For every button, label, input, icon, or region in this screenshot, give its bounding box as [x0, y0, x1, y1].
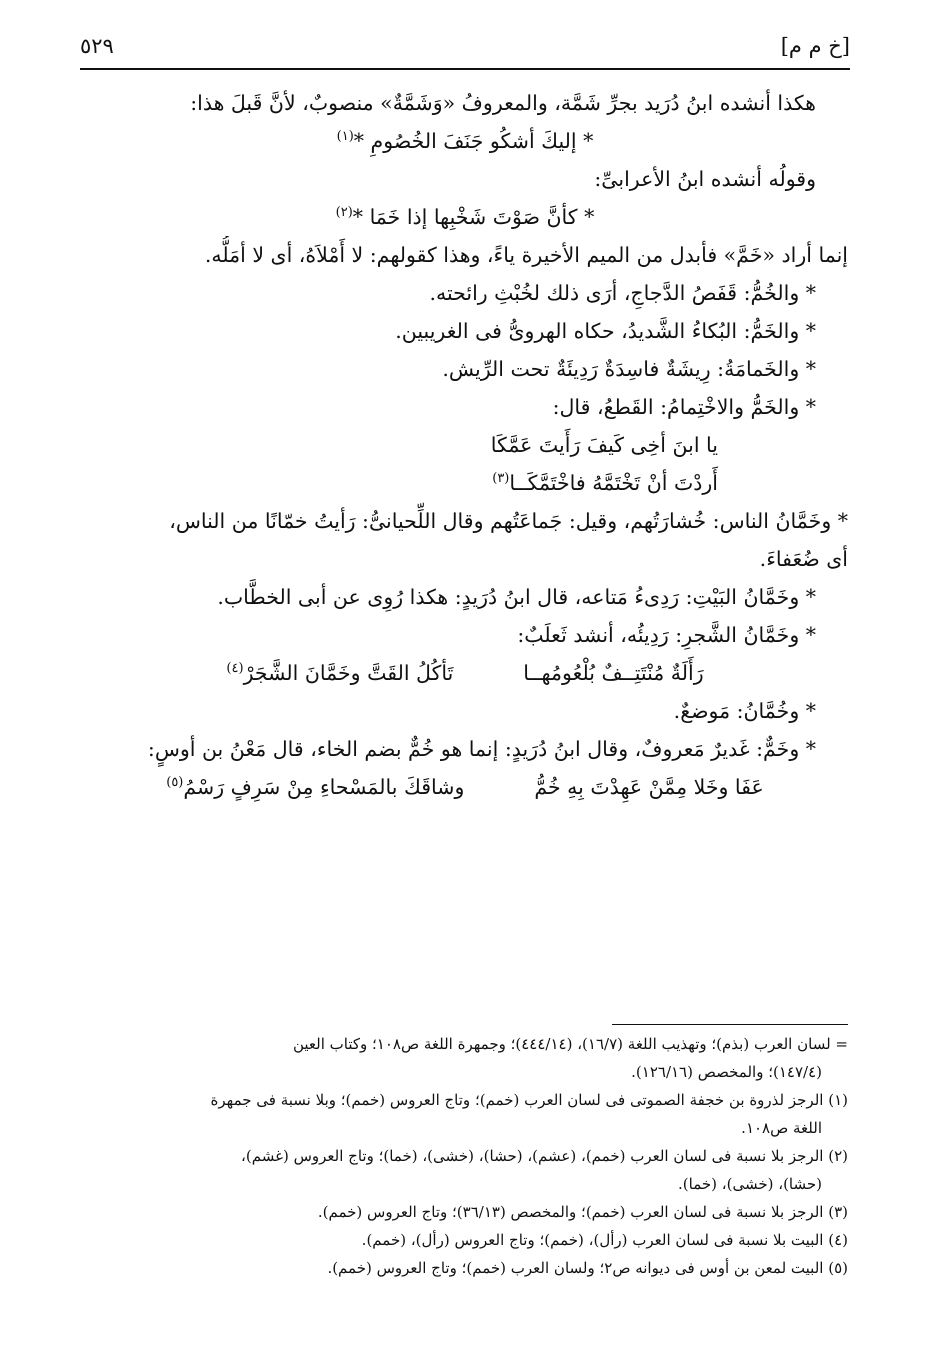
footnote-line: (١٤٧/٤)؛ والمخصص (١٢٦/١٦). [631, 1063, 822, 1081]
verse-couplet [82, 654, 848, 692]
text-line: وقولُه أنشده ابنُ الأعرابىِّ: [594, 167, 816, 191]
verse-hemistich-first: رَأَلَةٌ مُنْتَتِــفٌ بُلْعُومُهــا [523, 661, 704, 685]
verse-hemistich-second: تَأكُلُ القَتَّ وخَمَّانَ الشَّجَرْ$^{(٤)}$ [226, 661, 454, 685]
entry-line: * والخُمُّ: قَفَصُ الدَّجاجِ، أرَى ذلك لخُبْثِ رائحته. [429, 281, 816, 305]
footnote-marker: (٣) [492, 471, 510, 487]
page-header [80, 30, 850, 64]
text-line: إنما أراد «خَمَّ» فأبدل من الميم الأخيرة ياءً، وهذا كقولهم: لا أَمْلاَهُ، أى لا أمَلُّه. [204, 243, 848, 267]
verse-line: * إليكَ أشكُو جَنَفَ الخُصُومِ *$^{(١)}$ [336, 129, 594, 153]
main-text [82, 84, 848, 806]
footnote-line: (٥) البيت لمعن بن أوس فى ديوانه ص٢؛ ولسان العرب (خمم)؛ وتاج العروس (خمم). [327, 1259, 848, 1277]
footnote-line: = لسان العرب (بذم)؛ وتهذيب اللغة (١٦/٧)، (٤٤٤/١٤)؛ وجمهرة اللغة ص١٠٨؛ وكتاب العين [292, 1035, 848, 1053]
footnote-marker: (٤) [226, 661, 244, 677]
text-line: أى ضُعَفاءَ. [759, 547, 848, 571]
text-line: هكذا أنشده ابنُ دُرَيد بجرِّ شَمَّة، والمعروفُ «وَشَمَّةٌ» منصوبٌ، لأنَّ قَبلَ هذا: [190, 91, 816, 115]
entry-line: * وخَمَّانُ البَيْتِ: رَدِىءُ مَتاعه، قال ابنُ دُرَيدٍ: هكذا رُوِى عن أبى الخطَّاب. [217, 585, 816, 609]
footnote-marker: (٢) [335, 205, 353, 221]
verse-line: يا ابنَ أخِى كَيفَ رَأَيتَ عَمَّكَا [490, 433, 718, 457]
verse-hemistich-second: وشاقَكَ بالمَسْحاءِ مِنْ سَرِفٍ رَسْمُ$^{(٥)}$ [166, 775, 465, 799]
footnote-line: (٣) الرجز بلا نسبة فى لسان العرب (خمم)؛ والمخصص (٣٦/١٣)؛ وتاج العروس (خمم). [317, 1203, 848, 1221]
entry-line: * وخُمَّانُ: مَوضعٌ. [673, 699, 816, 723]
root-heading: [خ م م] [780, 34, 850, 58]
entry-line: * وخَمَّانُ الشَّجرِ: رَدِيئُه، أنشد ثَعلَبٌ: [517, 623, 816, 647]
verse-line: * كأنَّ صَوْتَ شَخْبِها إذا خَمَا *$^{(٢)}$ [335, 205, 595, 229]
footnote-line: (٤) البيت بلا نسبة فى لسان العرب (رأل)، (خمم)؛ وتاج العروس (رأل)، (خمم). [361, 1231, 848, 1249]
entry-line: * والخَمُّ: البُكاءُ الشَّديدُ، حكاه الهروىُّ فى الغريبين. [395, 319, 816, 343]
entry-line: * والخَمامَةُ: رِيشَةٌ فاسِدَةٌ رَدِيئَةٌ تحت الرِّيش. [442, 357, 816, 381]
footnotes [82, 1030, 848, 1282]
verse-hemistich-first: عَفَا وخَلا مِمَّنْ عَهِدْتَ بِهِ خُمُّ [534, 775, 764, 799]
verse-line: أَردْتَ أنْ تَخْتَمَّهُ فاخْتَمَّكَــا$^{(٣)}$ [492, 471, 718, 495]
entry-line: * وخَمَّانُ الناس: خُشارَتُهم، وقيل: جَماعَتُهم وقال اللِّحيانىُّ: رَأيتُ خمّانًا من الناس، [169, 509, 848, 533]
footnote-line: (١) الرجز لذروة بن خجفة الصموتى فى لسان العرب (خمم)؛ وتاج العروس (خمم)؛ وبلا نسبة فى جمهرة [210, 1091, 848, 1109]
header-rule [80, 68, 850, 70]
footnote-line: (حشا)، (خشى)، (خما). [678, 1175, 822, 1193]
footnote-marker: (١) [336, 129, 354, 145]
page-number: ٥٢٩ [80, 34, 114, 58]
entry-line: * والخَمُّ والاخْتِمامُ: القَطعُ، قال: [552, 395, 816, 419]
footnote-line: اللغة ص١٠٨. [741, 1119, 822, 1137]
footnote-line: (٢) الرجز بلا نسبة فى لسان العرب (خمم)، (عشم)، (حشا)، (خشى)، (خما)؛ وتاج العروس (غشم)، [241, 1147, 848, 1165]
footnote-rule [612, 1024, 848, 1025]
footnote-marker: (٥) [166, 775, 184, 791]
entry-line: * وخَمٌّ: غَديرٌ مَعروفٌ، وقال ابنُ دُرَيدٍ: إنما هو خُمٌّ بضم الخاء، قال مَعْنُ بن أوسٍ: [147, 737, 816, 761]
verse-couplet [82, 768, 848, 806]
